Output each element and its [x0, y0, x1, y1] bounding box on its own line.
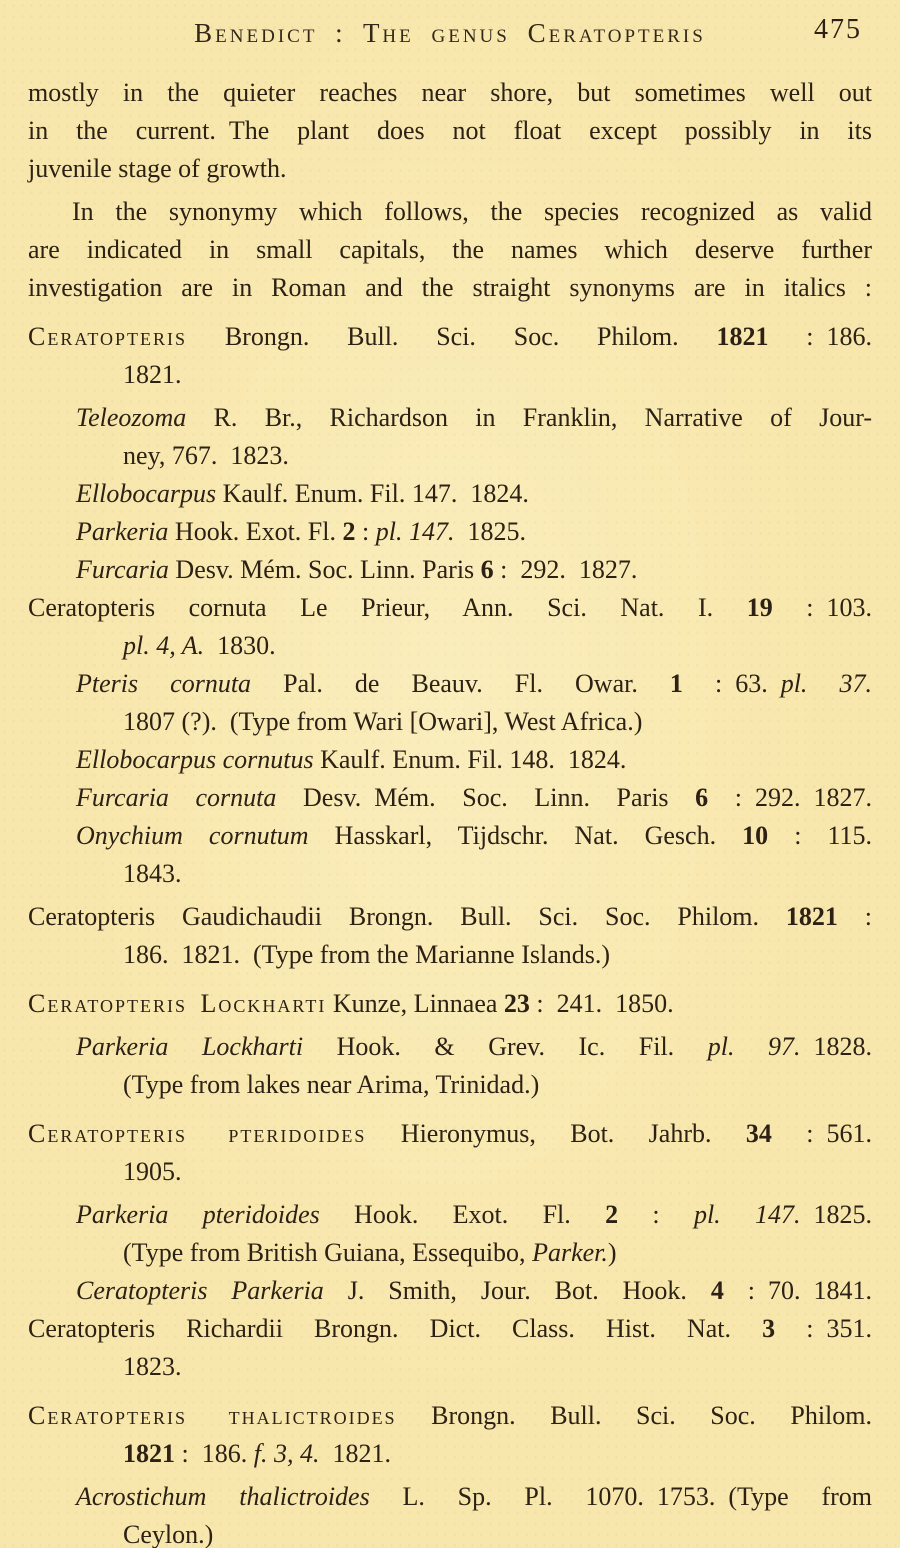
text-run: mostly in the quieter reaches near shore, but sometimes well out: [28, 78, 872, 107]
species-name-smallcaps: Ceratopteris pteridoides: [28, 1119, 367, 1148]
text-run: Desv. Mém. Soc. Linn. Paris: [168, 555, 481, 584]
text-line: [123, 703, 872, 741]
text-run: Pal. de Beauv. Fl. Owar.: [251, 669, 670, 698]
text-run: : 561.: [771, 1119, 872, 1148]
volume-number-bold: 6: [480, 555, 494, 584]
volume-number-bold: 34: [745, 1119, 772, 1148]
text-run: 186. 1821. (Type from the Marianne Islands.): [123, 940, 611, 969]
text-run: : 351.: [775, 1314, 872, 1343]
volume-number-bold: 2: [605, 1200, 619, 1229]
text-run: L. Sp. Pl. 1070. 1753. (Type from: [369, 1482, 872, 1511]
text-line: [28, 231, 872, 269]
synonym-italic: pl. 97.: [707, 1032, 801, 1061]
text-line: [123, 936, 872, 974]
text-run: in the current. The plant does not float except possibly in its: [28, 116, 872, 145]
text-run: 1821.: [123, 360, 182, 389]
text-run: 1825.: [800, 1200, 872, 1229]
text-run: Desv. Mém. Soc. Linn. Paris: [276, 783, 696, 812]
text-run: 1807 (?). (Type from Wari [Owari], West Africa.): [123, 707, 643, 736]
synonym-italic: Onychium cornutum: [76, 821, 309, 850]
volume-number-bold: 10: [742, 821, 769, 850]
text-run: : 292. 1827.: [493, 555, 638, 584]
text-run: 1828.: [800, 1032, 872, 1061]
text-block: [28, 74, 872, 1548]
volume-number-bold: 4: [710, 1276, 724, 1305]
text-run: Kaulf. Enum. Fil. 148. 1824.: [313, 745, 627, 774]
running-head: [28, 0, 872, 58]
text-line: [76, 1478, 872, 1516]
text-line: [28, 112, 872, 150]
text-line: [76, 399, 872, 437]
synonym-italic: Acrostichum thalictroides: [76, 1482, 370, 1511]
text-line: [28, 318, 872, 356]
text-run: Brongn. Bull. Sci. Soc. Philom.: [396, 1401, 872, 1430]
volume-number-bold: 1821: [716, 322, 769, 351]
text-run: Hieronymus, Bot. Jahrb.: [366, 1119, 746, 1148]
synonym-italic: Parker.: [532, 1238, 608, 1267]
text-run: :: [355, 517, 376, 546]
text-run: : 63.: [682, 669, 781, 698]
volume-number-bold: 23: [503, 989, 530, 1018]
text-line: [28, 1115, 872, 1153]
volume-number-bold: 1821: [785, 902, 838, 931]
text-line: [76, 741, 872, 779]
text-run: : 186.: [768, 322, 872, 351]
text-run: 1823.: [123, 1352, 182, 1381]
text-run: Ceratopteris Richardii Brongn. Dict. Class. Hist. Nat.: [28, 1314, 763, 1343]
text-run: : 115.: [768, 821, 872, 850]
text-run: 1830.: [204, 631, 276, 660]
text-run: Hook. Exot. Fl.: [319, 1200, 606, 1229]
text-line: [28, 1397, 872, 1435]
text-run: investigation are in Roman and the straight synonyms are in italics :: [28, 273, 872, 302]
synonym-italic: Parkeria pteridoides: [76, 1200, 320, 1229]
synonym-italic: pl. 4, A.: [123, 631, 205, 660]
text-run: 1843.: [123, 859, 182, 888]
running-head-title: Benedict : The genus Ceratopteris: [194, 18, 706, 48]
synonym-italic: Ceratopteris Parkeria: [76, 1276, 324, 1305]
text-run: : 241. 1850.: [529, 989, 674, 1018]
synonym-italic: pl. 147.: [693, 1200, 801, 1229]
text-run: 1905.: [123, 1157, 182, 1186]
text-line: [28, 193, 872, 231]
text-run: :: [618, 1200, 694, 1229]
synonym-italic: pl. 37.: [780, 669, 872, 698]
text-line: [76, 1196, 872, 1234]
synonym-italic: Furcaria: [76, 555, 169, 584]
text-line: [28, 74, 872, 112]
text-line: [76, 513, 872, 551]
synonym-italic: Parkeria: [76, 517, 169, 546]
text-run: ): [607, 1238, 617, 1267]
text-run: :: [837, 902, 872, 931]
text-run: (Type from lakes near Arima, Trinidad.): [123, 1070, 540, 1099]
text-line: [123, 1153, 872, 1191]
text-line: [123, 1066, 872, 1104]
text-run: : 186.: [175, 1439, 254, 1468]
text-line: [76, 1272, 872, 1310]
text-run: Hook. & Grev. Ic. Fil.: [303, 1032, 708, 1061]
volume-number-bold: 3: [762, 1314, 776, 1343]
text-line: [123, 627, 872, 665]
text-line: [28, 269, 872, 307]
text-run: ney, 767. 1823.: [123, 441, 289, 470]
text-run: Ceratopteris Gaudichaudii Brongn. Bull. Sci. Soc. Philom.: [28, 902, 786, 931]
text-run: 1821.: [319, 1439, 391, 1468]
text-line: [28, 985, 872, 1023]
text-run: : 292. 1827.: [708, 783, 872, 812]
text-line: [28, 589, 872, 627]
text-run: Kaulf. Enum. Fil. 147. 1824.: [216, 479, 529, 508]
text-line: [123, 1516, 872, 1548]
volume-number-bold: 2: [342, 517, 356, 546]
synonym-italic: pl. 147.: [375, 517, 455, 546]
page-number: 475: [814, 14, 862, 45]
species-name-smallcaps: Ceratopteris: [28, 322, 188, 351]
text-line: [76, 1028, 872, 1066]
synonym-italic: Pteris cornuta: [76, 669, 252, 698]
text-line: [28, 150, 872, 188]
text-line: [123, 1348, 872, 1386]
text-line: [28, 1310, 872, 1348]
volume-number-bold: 19: [746, 593, 773, 622]
volume-number-bold: 1821: [123, 1439, 175, 1468]
text-run: juvenile stage of growth.: [28, 154, 287, 183]
synonym-italic: Parkeria Lockharti: [76, 1032, 304, 1061]
text-line: [123, 437, 872, 475]
species-name-smallcaps: Ceratopteris Lockharti: [28, 989, 327, 1018]
text-run: In the synonymy which follows, the species recognized as valid: [72, 197, 872, 226]
text-run: 1825.: [454, 517, 526, 546]
synonym-italic: Furcaria cornuta: [76, 783, 277, 812]
text-line: [28, 898, 872, 936]
text-line: [123, 1234, 872, 1272]
text-line: [123, 855, 872, 893]
species-name-smallcaps: Ceratopteris thalictroides: [28, 1401, 397, 1430]
text-run: Brongn. Bull. Sci. Soc. Philom.: [187, 322, 717, 351]
text-line: [76, 551, 872, 589]
text-run: Ceratopteris cornuta Le Prieur, Ann. Sci. Nat. I.: [28, 593, 747, 622]
text-run: : 70. 1841.: [723, 1276, 872, 1305]
text-line: [76, 475, 872, 513]
synonym-italic: Ellobocarpus cornutus: [76, 745, 314, 774]
text-line: [76, 779, 872, 817]
text-run: : 103.: [772, 593, 872, 622]
text-run: Hook. Exot. Fl.: [168, 517, 343, 546]
synonym-italic: f. 3, 4.: [253, 1439, 320, 1468]
text-line: [76, 665, 872, 703]
text-line: [123, 356, 872, 394]
synonym-italic: Ellobocarpus: [76, 479, 217, 508]
text-line: [76, 817, 872, 855]
text-run: (Type from British Guiana, Essequibo,: [123, 1238, 533, 1267]
text-run: Ceylon.): [123, 1520, 214, 1548]
text-run: Kunze, Linnaea: [326, 989, 504, 1018]
text-run: Hasskarl, Tijdschr. Nat. Gesch.: [308, 821, 743, 850]
volume-number-bold: 1: [669, 669, 683, 698]
synonym-italic: Teleozoma: [76, 403, 187, 432]
text-run: are indicated in small capitals, the names which deserve further: [28, 235, 872, 264]
text-run: R. Br., Richardson in Franklin, Narrative of Jour-: [186, 403, 872, 432]
text-run: J. Smith, Jour. Bot. Hook.: [323, 1276, 711, 1305]
volume-number-bold: 6: [695, 783, 709, 812]
text-line: [123, 1435, 872, 1473]
